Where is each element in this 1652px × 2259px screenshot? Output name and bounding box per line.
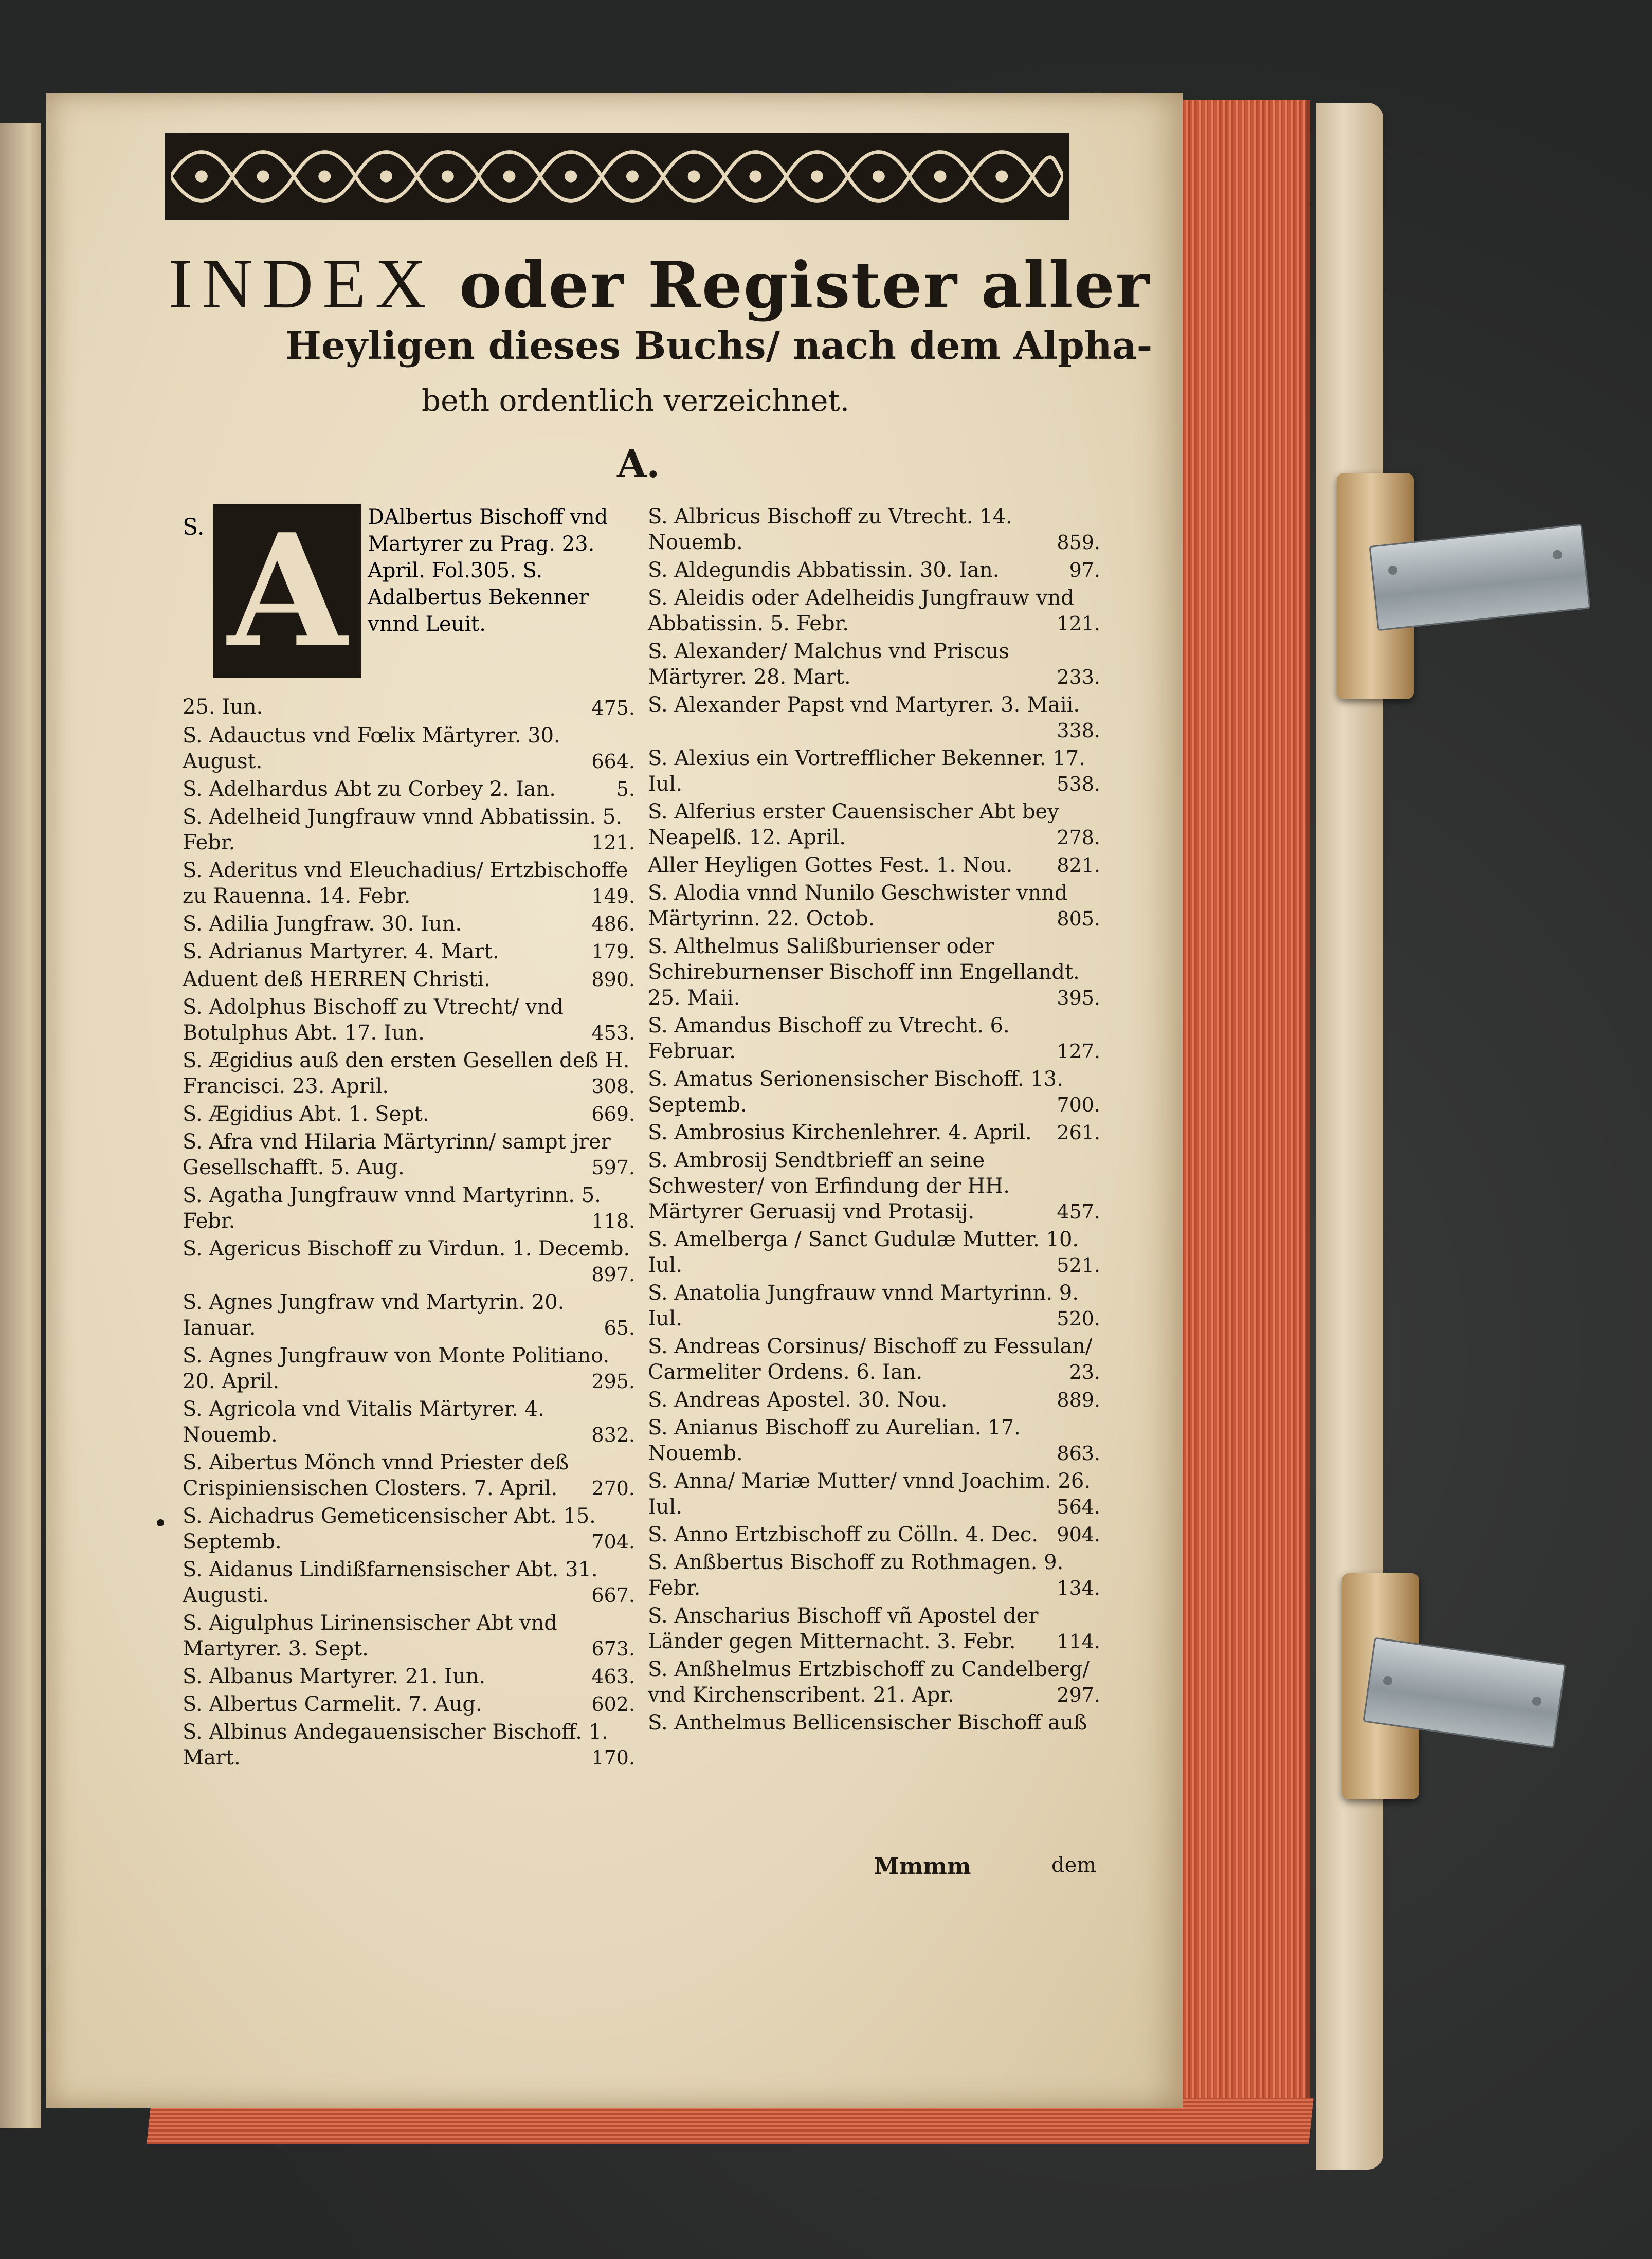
clasp-rivet [1388, 566, 1397, 575]
page-number: 700. [1057, 1094, 1100, 1116]
entry-text: S. Amandus Bischoff zu Vtrecht. 6. Februar. [648, 1014, 1010, 1063]
page-number: 475. [591, 697, 635, 719]
index-entry [648, 557, 1100, 583]
index-entry [183, 804, 635, 855]
entry-text: S. Ambrosij Sendtbrieff an seine Schwester/ von Erfindung der HH. Märtyrer Geruasij vnd Protasij. [648, 1149, 1010, 1224]
page-number: 23. [1069, 1361, 1100, 1383]
page-number: 863. [1057, 1442, 1100, 1465]
page-title [169, 242, 1150, 324]
page-number: 295. [591, 1370, 635, 1393]
index-entry [183, 1236, 635, 1287]
page-number: 602. [591, 1693, 635, 1716]
entry-text: S. Anatolia Jungfrauw vnnd Martyrinn. 9. Iul. [648, 1281, 1079, 1331]
entry-text: S. Anscharius Bischoff vñ Apostel der Länder gegen Mitternacht. 3. Febr. [648, 1604, 1039, 1653]
entry-text: S. Anno Ertzbischoff zu Cölln. 4. Dec. [648, 1523, 1039, 1546]
page-number: 805. [1057, 907, 1100, 930]
page-number: 664. [591, 750, 635, 773]
index-entry [648, 799, 1100, 850]
page-number: 667. [591, 1584, 635, 1607]
entry-text: S. Albertus Carmelit. 7. Aug. [183, 1692, 482, 1716]
page-number: 889. [1057, 1389, 1100, 1411]
index-entry [648, 585, 1100, 636]
page-number: 65. [604, 1317, 635, 1339]
index-entry [648, 745, 1100, 797]
entry-text: S. Althelmus Salißburienser oder Schireburnenser Bischoff inn Engellandt. 25. Maii. [648, 935, 1080, 1010]
clasp-rivet [1553, 550, 1562, 559]
right-entry-list [648, 504, 1100, 1761]
page-number: 127. [1057, 1040, 1100, 1063]
index-entry [183, 967, 635, 992]
page-number: 5. [616, 778, 635, 800]
page-number: 669. [591, 1103, 635, 1125]
index-entry [648, 1147, 1100, 1225]
title-roman: INDEX [169, 244, 436, 323]
entry-text: S. Aldegundis Abbatissin. 30. Ian. [648, 558, 1000, 582]
entry-text: S. Agnes Jungfraw vnd Martyrin. 20. Ianuar. [183, 1290, 565, 1340]
entry-text: S. Alferius erster Cauensischer Abt bey Neapelß. 12. April. [648, 800, 1059, 849]
page-number: 134. [1057, 1577, 1100, 1599]
signature-mark: Mmmm [874, 1853, 971, 1880]
entry-text: S. Anna/ Mariæ Mutter/ vnnd Joachim. 26. Iul. [648, 1469, 1091, 1519]
drop-cap-initial [213, 500, 361, 681]
index-entry [183, 1289, 635, 1341]
entry-text: S. Adelhardus Abt zu Corbey 2. Ian. [183, 777, 556, 801]
ornamental-header-band [165, 133, 1069, 220]
index-entry [648, 1387, 1100, 1413]
entry-text: S. Ægidius Abt. 1. Sept. [183, 1102, 429, 1126]
index-entry [183, 1129, 635, 1180]
index-entry [648, 1280, 1100, 1332]
page-number: 114. [1057, 1630, 1100, 1653]
index-entry [648, 1710, 1100, 1761]
entry-text: S. Aibertus Mönch vnnd Priester deß Crispiniensischen Closters. 7. April. [183, 1451, 569, 1500]
page-number: 270. [591, 1477, 635, 1500]
page-number: 170. [591, 1746, 635, 1769]
left-page-edge [0, 123, 41, 2128]
first-entry-text: DAlbertus Bischoff vnd Martyrer zu Prag. 23. April. Fol.305. S. Adalbertus Bekenner vnnd Leuit. [368, 505, 608, 636]
index-entry [648, 1550, 1100, 1601]
page-number: 297. [1057, 1684, 1100, 1706]
catchword: dem [1051, 1853, 1097, 1877]
book-cover-board [1316, 103, 1383, 2170]
entry-text: S. Agricola vnd Vitalis Märtyrer. 4. Nouemb. [183, 1397, 544, 1447]
entry-text: S. Aidanus Lindißfarnensischer Abt. 31. Augusti. [183, 1558, 598, 1607]
index-column-right [648, 504, 1100, 1763]
index-entry [648, 1468, 1100, 1520]
index-entry [183, 1343, 635, 1394]
entry-text: S. Anthelmus Bellicensischer Bischoff auß [648, 1711, 1087, 1735]
index-entry [648, 1334, 1100, 1385]
first-entry-prefix: S. [183, 514, 205, 540]
page-number: 453. [591, 1022, 635, 1044]
index-entry [648, 1227, 1100, 1278]
index-entry [183, 1048, 635, 1099]
page-number: 308. [591, 1075, 635, 1098]
entry-text: S. Aderitus vnd Eleuchadius/ Ertzbischoffe zu Rauenna. 14. Febr. [183, 859, 628, 908]
page-number: 179. [591, 940, 635, 963]
page-number: 121. [1057, 612, 1100, 635]
ink-dot [157, 1519, 164, 1526]
index-entry [183, 1664, 635, 1689]
page-number: 597. [591, 1156, 635, 1179]
ornament-pattern [171, 139, 1063, 214]
page-number: 233. [1057, 666, 1100, 688]
entry-text: S. Albinus Andegauensischer Bischoff. 1. Mart. [183, 1720, 608, 1770]
entry-text: S. Aleidis oder Adelheidis Jungfrauw vnd Abbatissin. 5. Febr. [648, 586, 1074, 635]
index-entry [648, 1066, 1100, 1118]
index-entry [183, 776, 635, 802]
entry-text: S. Andreas Apostel. 30. Nou. [648, 1388, 948, 1412]
page-number: 832. [591, 1424, 635, 1446]
entry-text: S. Adrianus Martyrer. 4. Mart. [183, 940, 499, 963]
entry-text: S. Anßhelmus Ertzbischoff zu Candelberg/ vnd Kirchenscribent. 21. Apr. [648, 1657, 1090, 1707]
index-entry [648, 692, 1100, 743]
left-entry-list [183, 723, 635, 1771]
entry-text: S. Albricus Bischoff zu Vtrecht. 14. Nouemb. [648, 505, 1012, 554]
page-number: 904. [1057, 1523, 1100, 1546]
index-entry [648, 1415, 1100, 1466]
entry-text: S. Alexander Papst vnd Martyrer. 3. Maii. [648, 693, 1080, 717]
entry-text: S. Amelberga / Sanct Gudulæ Mutter. 10. Iul. [648, 1228, 1079, 1277]
page-number: 859. [1057, 531, 1100, 554]
page-number: 521. [1057, 1254, 1100, 1277]
entry-text: S. Alexander/ Malchus vnd Priscus Märtyrer. 28. Mart. [648, 640, 1010, 689]
index-entry [648, 1120, 1100, 1145]
entry-text: S. Anßbertus Bischoff zu Rothmagen. 9. Febr. [648, 1551, 1064, 1600]
index-entry [183, 723, 635, 774]
entry-text: S. Agatha Jungfrauw vnnd Martyrinn. 5. Febr. [183, 1183, 601, 1233]
entry-text: S. Afra vnd Hilaria Märtyrinn/ sampt jrer Gesellschafft. 5. Aug. [183, 1130, 611, 1179]
entry-text: S. Alexius ein Vortrefflicher Bekenner. 17. Iul. [648, 746, 1085, 796]
page-number: 118. [591, 1210, 635, 1232]
entry-text: S. Agnes Jungfrauw von Monte Politiano. 20. April. [183, 1344, 610, 1393]
index-entry [183, 994, 635, 1046]
index-entry [648, 1603, 1100, 1654]
index-entry [183, 1691, 635, 1717]
index-entry [183, 1182, 635, 1234]
first-entry-tail-row [183, 694, 635, 721]
index-entry [183, 1610, 635, 1662]
index-entry [183, 1101, 635, 1127]
page-number: 457. [1057, 1200, 1100, 1223]
entry-text: S. Adauctus vnd Fœlix Märtyrer. 30. August. [183, 724, 560, 773]
index-entry [183, 939, 635, 964]
page-number: 704. [591, 1531, 635, 1553]
index-entry [183, 1557, 635, 1608]
index-entry [183, 1503, 635, 1555]
entry-text: S. Adilia Jungfraw. 30. Iun. [183, 912, 462, 936]
entry-text: S. Ambrosius Kirchenlehrer. 4. April. [648, 1121, 1032, 1144]
page-number: 149. [591, 885, 635, 907]
page-number: 463. [591, 1665, 635, 1688]
first-entry [183, 500, 635, 694]
entry-text: S. Adolphus Bischoff zu Vtrecht/ vnd Botulphus Abt. 17. Iun. [183, 995, 564, 1045]
page-number: 395. [1057, 987, 1100, 1009]
title-gothic: oder Register aller [459, 248, 1150, 323]
title-line-3: beth ordentlich verzeichnet. [422, 383, 850, 418]
entry-text: S. Andreas Corsinus/ Bischoff zu Fessulan/ Carmeliter Ordens. 6. Ian. [648, 1335, 1093, 1384]
index-entry [183, 858, 635, 909]
index-entry [648, 1656, 1100, 1708]
entry-text: S. Amatus Serionensischer Bischoff. 13. Septemb. [648, 1067, 1063, 1117]
page-number: 520. [1057, 1307, 1100, 1330]
clasp-rivet [1532, 1697, 1541, 1706]
page-number: 673. [591, 1637, 635, 1660]
entry-text: Aller Heyligen Gottes Fest. 1. Nou. [648, 853, 1013, 877]
index-entry [183, 1450, 635, 1501]
page-number: 278. [1057, 826, 1100, 849]
index-entry [648, 852, 1100, 878]
page-number: 97. [1069, 559, 1100, 581]
first-entry-tail: 25. Iun. [183, 695, 263, 719]
page-number: 338. [1057, 719, 1100, 742]
page-edges [1177, 100, 1310, 2131]
page-number: 121. [591, 831, 635, 854]
page-number: 897. [591, 1263, 635, 1286]
clasp-rivet [1383, 1676, 1392, 1685]
page-number: 890. [591, 968, 635, 991]
drop-cap-letter: A [227, 500, 348, 681]
section-letter: A. [617, 442, 660, 486]
index-entry [183, 1719, 635, 1771]
title-line-2: Heyligen dieses Buchs/ nach dem Alpha- [285, 324, 1153, 368]
index-column-left [183, 500, 635, 1773]
index-entry [648, 934, 1100, 1011]
entry-text: S. Aigulphus Lirinensischer Abt vnd Martyrer. 3. Sept. [183, 1611, 557, 1661]
entry-text: S. Albanus Martyrer. 21. Iun. [183, 1665, 486, 1688]
entry-text: S. Adelheid Jungfrauw vnnd Abbatissin. 5. Febr. [183, 805, 623, 854]
page-number: 564. [1057, 1496, 1100, 1518]
page-number: 821. [1057, 854, 1100, 877]
entry-text: S. Aichadrus Gemeticensischer Abt. 15. Septemb. [183, 1504, 596, 1554]
index-entry [648, 880, 1100, 932]
index-entry [648, 1013, 1100, 1064]
page-number: 538. [1057, 773, 1100, 795]
entry-text: Aduent deß HERREN Christi. [183, 968, 491, 991]
index-entry [183, 1396, 635, 1448]
entry-text: S. Anianus Bischoff zu Aurelian. 17. Nouemb. [648, 1416, 1021, 1465]
index-entry [648, 504, 1100, 555]
entry-text: S. Ægidius auß den ersten Gesellen deß H. Francisci. 23. April. [183, 1049, 630, 1098]
index-entry [648, 639, 1100, 690]
index-entry [648, 1522, 1100, 1547]
entry-text: S. Agericus Bischoff zu Virdun. 1. Decemb. [183, 1237, 630, 1261]
page-number: 486. [591, 913, 635, 935]
page-number: 261. [1057, 1121, 1100, 1144]
index-entry [183, 911, 635, 937]
entry-text: S. Alodia vnnd Nunilo Geschwister vnnd Märtyrinn. 22. Octob. [648, 881, 1068, 931]
